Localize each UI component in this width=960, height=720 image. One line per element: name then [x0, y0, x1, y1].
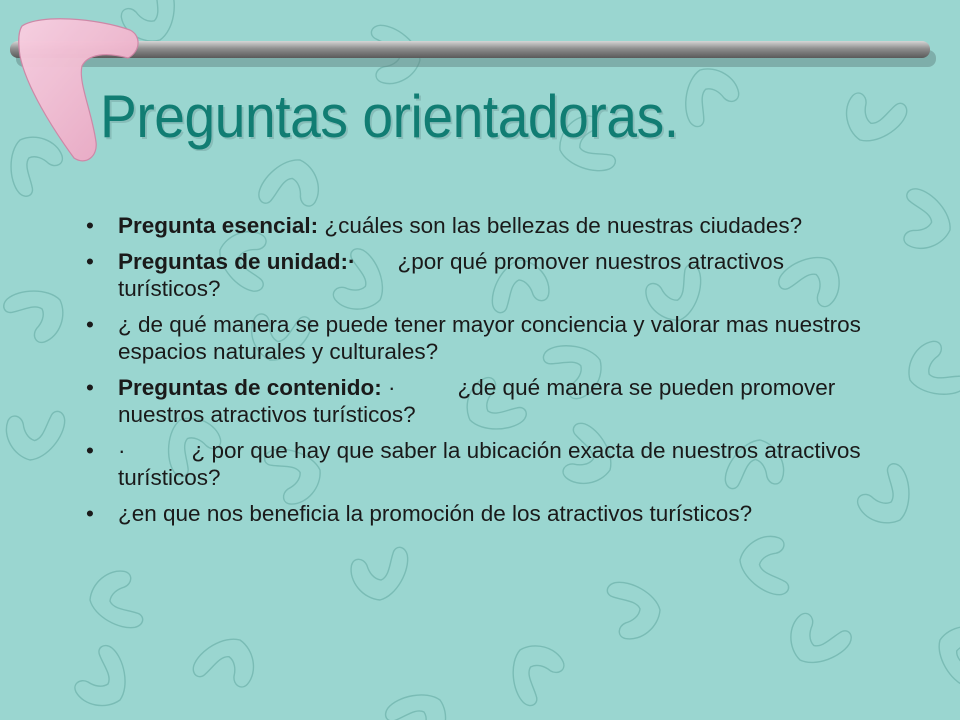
bullet-marker: · — [381, 375, 396, 400]
bullet-text: ¿ por que hay que saber la ubicación exacta de nuestros atractivos turísticos? — [118, 438, 861, 490]
list-item — [80, 311, 880, 365]
list-item — [80, 248, 880, 302]
bullet-text: ¿en que nos beneficia la promoción de los atractivos turísticos? — [118, 501, 753, 526]
header-bar — [10, 41, 930, 58]
list-item — [80, 500, 880, 527]
question-list — [80, 212, 880, 536]
list-item — [80, 212, 880, 239]
bullet-label: Pregunta esencial: — [118, 213, 319, 238]
bullet-marker: · — [118, 438, 126, 463]
bullet-text: ¿cuáles son las bellezas de nuestras ciudades? — [318, 213, 803, 238]
bullet-text: ¿ de qué manera se puede tener mayor conciencia y valorar mas nuestros espacios naturales y culturales? — [118, 312, 861, 364]
bullet-text: ¿de qué manera se pueden promover nuestros atractivos turísticos? — [118, 375, 836, 427]
bullet-label: Preguntas de unidad:· — [118, 249, 356, 274]
slide-title: Preguntas orientadoras. — [100, 83, 679, 150]
bullet-label: Preguntas de contenido: — [118, 375, 382, 400]
bullet-text: ¿por qué promover nuestros atractivos turísticos? — [118, 249, 784, 301]
list-item — [80, 374, 880, 428]
list-item — [80, 437, 880, 491]
